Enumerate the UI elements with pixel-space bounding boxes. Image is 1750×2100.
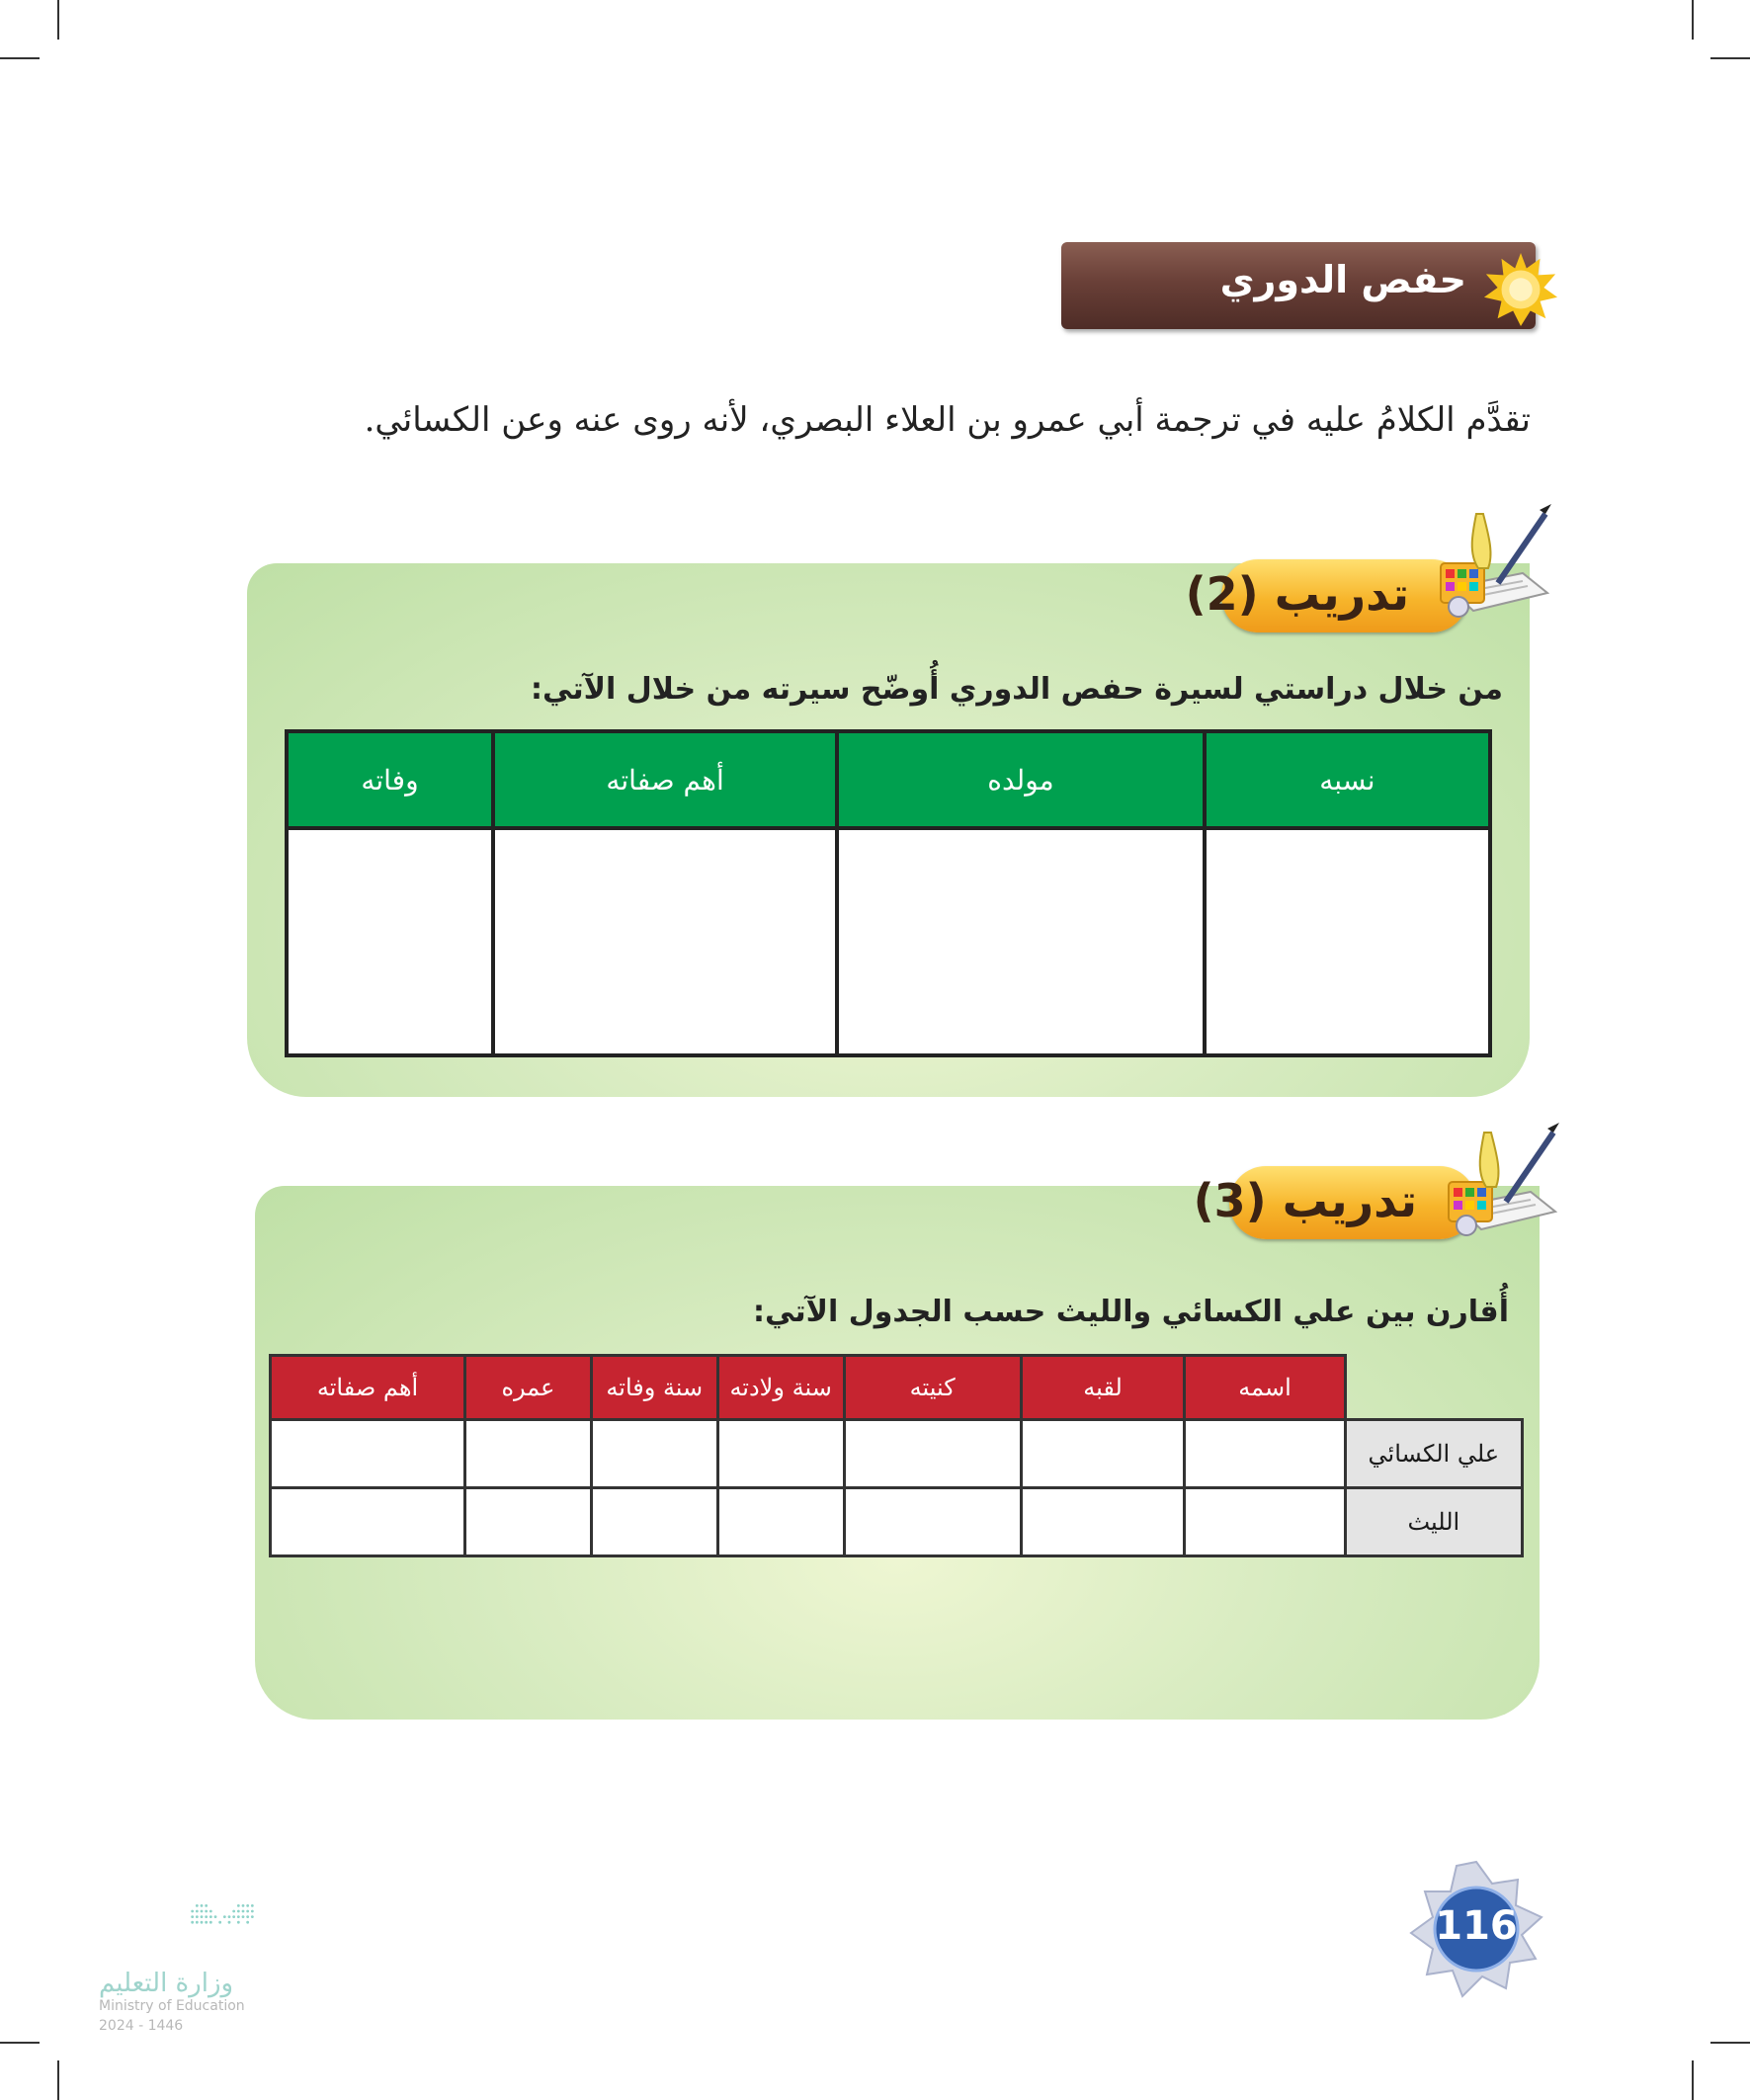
answer-cell[interactable] xyxy=(465,1420,592,1488)
answer-cell[interactable] xyxy=(1205,828,1490,1055)
answer-cell[interactable] xyxy=(465,1488,592,1556)
answer-cell[interactable] xyxy=(717,1488,844,1556)
crop-mark xyxy=(1692,2060,1694,2100)
exercise-question: من خلال دراستي لسيرة حفص الدوري أُوضّح سيرته من خلال الآتي: xyxy=(531,672,1503,707)
biography-table xyxy=(285,729,1492,1057)
table-header: سنة ولادته xyxy=(717,1356,844,1420)
exercise-badge-label: تدريب (3) xyxy=(1193,1174,1417,1227)
answer-cell[interactable] xyxy=(1021,1488,1185,1556)
answer-cell[interactable] xyxy=(844,1420,1021,1488)
table-header: نسبه xyxy=(1205,731,1490,828)
crop-mark xyxy=(0,2042,40,2044)
answer-cell[interactable] xyxy=(837,828,1205,1055)
table-header: لقبه xyxy=(1021,1356,1185,1420)
crop-mark xyxy=(57,0,59,40)
ministry-year: 2024 - 1446 xyxy=(99,2018,184,2034)
table-corner xyxy=(1345,1356,1522,1420)
sun-icon xyxy=(1482,251,1559,328)
answer-cell[interactable] xyxy=(591,1420,717,1488)
answer-cell[interactable] xyxy=(1021,1420,1185,1488)
comparison-table xyxy=(269,1354,1524,1557)
table-header: اسمه xyxy=(1185,1356,1345,1420)
table-header: أهم صفاته xyxy=(271,1356,465,1420)
answer-cell[interactable] xyxy=(271,1488,465,1556)
table-header: مولده xyxy=(837,731,1205,828)
answer-cell[interactable] xyxy=(1185,1420,1345,1488)
answer-cell[interactable] xyxy=(1185,1488,1345,1556)
answer-cell[interactable] xyxy=(717,1420,844,1488)
page-number: 116 xyxy=(1435,1903,1518,1949)
answer-cell[interactable] xyxy=(287,828,493,1055)
crop-mark xyxy=(57,2060,59,2100)
section-title: حفص الدوري xyxy=(1219,258,1466,301)
exercise-question: أُقارن بين علي الكسائي والليث حسب الجدول الآتي: xyxy=(753,1295,1509,1329)
crop-mark xyxy=(1692,0,1694,40)
table-header: أهم صفاته xyxy=(493,731,837,828)
intro-paragraph: تقدَّم الكلامُ عليه في ترجمة أبي عمرو بن العلاء البصري، لأنه روى عنه وعن الكسائي. xyxy=(364,400,1531,440)
table-header: عمره xyxy=(465,1356,592,1420)
table-header: وفاته xyxy=(287,731,493,828)
answer-cell[interactable] xyxy=(844,1488,1021,1556)
section-title-banner xyxy=(1061,242,1536,329)
answer-cell[interactable] xyxy=(271,1420,465,1488)
stationery-icon xyxy=(1437,1113,1565,1241)
table-header: سنة وفاته xyxy=(591,1356,717,1420)
exercise-badge-label: تدريب (2) xyxy=(1185,567,1409,621)
row-label: علي الكسائي xyxy=(1345,1420,1522,1488)
ministry-name-en: Ministry of Education xyxy=(99,1998,245,2014)
answer-cell[interactable] xyxy=(591,1488,717,1556)
crop-mark xyxy=(1710,57,1750,59)
crop-mark xyxy=(1710,2042,1750,2044)
stationery-icon xyxy=(1429,494,1557,623)
row-label: الليث xyxy=(1345,1488,1522,1556)
ministry-logo xyxy=(95,1897,322,1967)
table-header: كنيته xyxy=(844,1356,1021,1420)
ministry-name-ar: وزارة التعليم xyxy=(99,1969,234,1998)
crop-mark xyxy=(0,57,40,59)
answer-cell[interactable] xyxy=(493,828,837,1055)
